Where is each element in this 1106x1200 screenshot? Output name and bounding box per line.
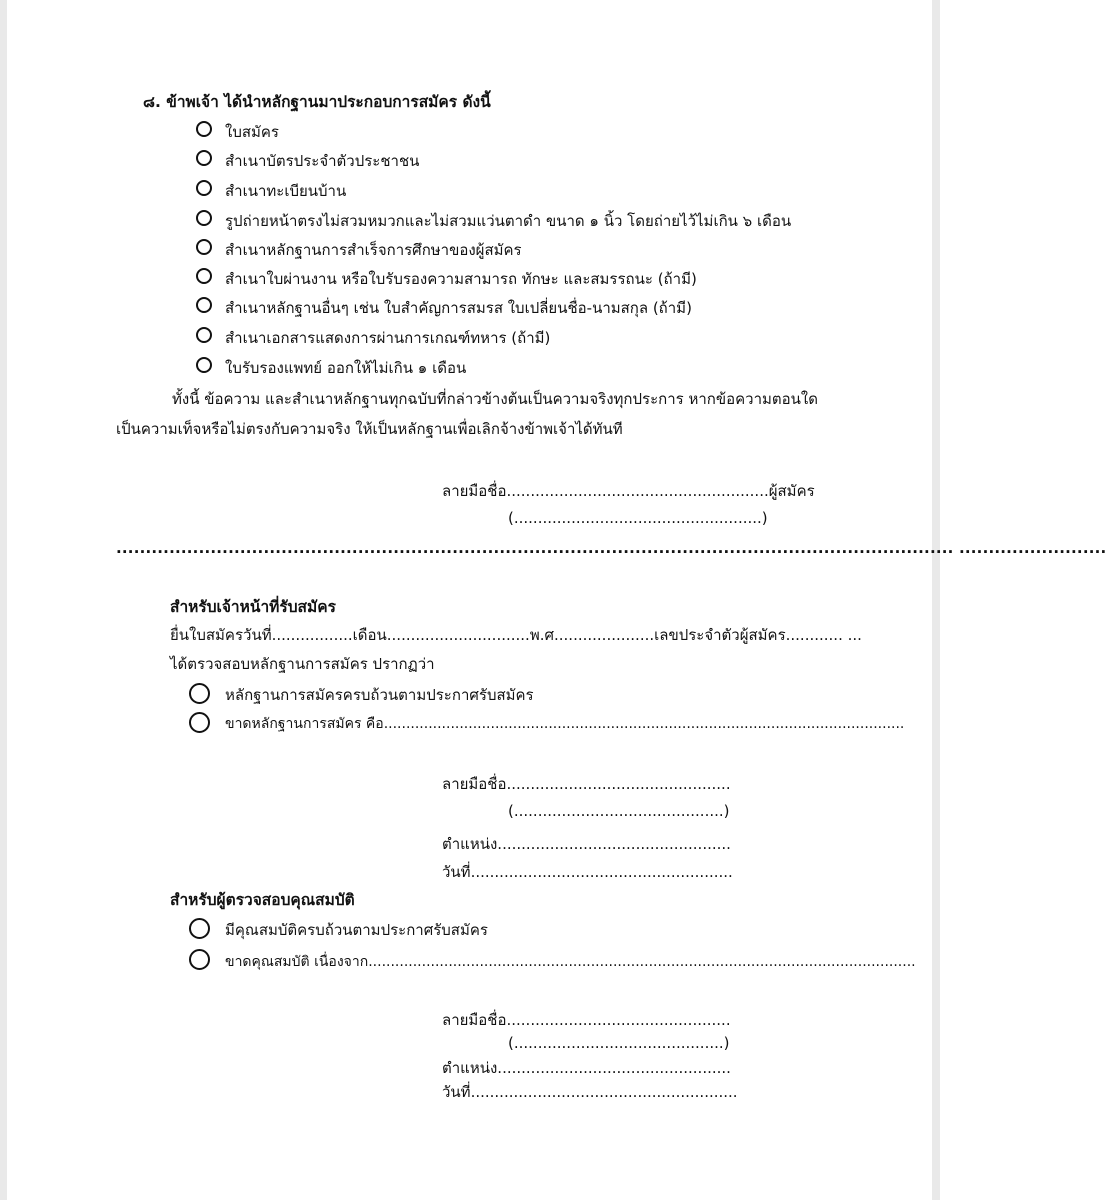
checkbox-circle[interactable] — [196, 239, 212, 255]
checkbox-circle[interactable] — [196, 150, 212, 166]
checkbox-circle[interactable] — [196, 297, 212, 313]
checkbox-circle[interactable] — [196, 121, 212, 137]
applicant-name-line[interactable]: (....................................................) — [508, 509, 768, 527]
officer-position-line[interactable]: ตำแหน่ง................................................. — [442, 835, 731, 853]
qualification-heading: สำหรับผู้ตรวจสอบคุณสมบัติ — [170, 891, 355, 909]
section8-heading: ๘. ข้าพเจ้า ได้นำหลักฐานมาประกอบการสมัคร ดังนี้ — [143, 93, 491, 111]
qualification-option-qualified: มีคุณสมบัติครบถ้วนตามประกาศรับสมัคร — [225, 921, 488, 939]
officer-name-line[interactable]: (............................................) — [508, 802, 730, 820]
page-edge-left — [0, 0, 7, 1200]
doc-item-photo: รูปถ่ายหน้าตรงไม่สวมหมวกและไม่สวมแว่นตาดำ ขนาด ๑ นิ้ว โดยถ่ายไว้ไม่เกิน ๖ เดือน — [225, 212, 792, 230]
officer-option-complete: หลักฐานการสมัครครบถ้วนตามประกาศรับสมัคร — [225, 686, 534, 704]
checkbox-circle[interactable] — [196, 268, 212, 284]
doc-item-application: ใบสมัคร — [225, 123, 279, 141]
officer-date-line[interactable]: ยื่นใบสมัครวันที่.................เดือน..............................พ.ศ.....................เลขประจำตัวผู้สมัคร............ ... — [170, 626, 862, 644]
checkbox-circle[interactable] — [189, 918, 210, 939]
officer-date-sign-line[interactable]: วันที่....................................................... — [442, 863, 733, 881]
officer-checked-line: ได้ตรวจสอบหลักฐานการสมัคร ปรากฏว่า — [170, 655, 435, 673]
checkbox-circle[interactable] — [196, 210, 212, 226]
doc-item-house-registration: สำเนาทะเบียนบ้าน — [225, 182, 347, 200]
page-edge-right — [932, 0, 940, 1200]
checkbox-circle[interactable] — [196, 180, 212, 196]
doc-item-id-card: สำเนาบัตรประจำตัวประชาชน — [225, 152, 420, 170]
checkbox-circle[interactable] — [196, 357, 212, 373]
doc-item-education: สำเนาหลักฐานการสำเร็จการศึกษาของผู้สมัคร — [225, 241, 522, 259]
qualification-position-line[interactable]: ตำแหน่ง................................................. — [442, 1059, 731, 1077]
qualification-signature-line[interactable]: ลายมือชื่อ............................................... — [442, 1011, 731, 1029]
qualification-name-line[interactable]: (............................................) — [508, 1034, 730, 1052]
doc-item-medical: ใบรับรองแพทย์ ออกให้ไม่เกิน ๑ เดือน — [225, 359, 467, 377]
qualification-date-sign-line[interactable]: วันที่........................................................ — [442, 1083, 738, 1101]
doc-item-military: สำเนาเอกสารแสดงการผ่านการเกณฑ์ทหาร (ถ้ามี) — [225, 329, 551, 347]
doc-item-other-evidence: สำเนาหลักฐานอื่นๆ เช่น ใบสำคัญการสมรส ใบเปลี่ยนชื่อ-นามสกุล (ถ้ามี) — [225, 299, 692, 317]
certify-text-line1: ทั้งนี้ ข้อความ และสำเนาหลักฐานทุกฉบับที่กล่าวข้างต้นเป็นความจริงทุกประการ หากข้อความตอนใด — [172, 390, 818, 408]
officer-signature-line[interactable]: ลายมือชื่อ............................................... — [442, 775, 731, 793]
applicant-signature-line[interactable]: ลายมือชื่อ.......................................................ผู้สมัคร — [442, 482, 815, 500]
officer-heading: สำหรับเจ้าหน้าที่รับสมัคร — [170, 598, 336, 616]
qualification-option-unqualified[interactable]: ขาดคุณสมบัติ เนื่องจาก........................................................................................................................... — [225, 954, 916, 970]
certify-text-line2: เป็นความเท็จหรือไม่ตรงกับความจริง ให้เป็นหลักฐานเพื่อเลิกจ้างข้าพเจ้าได้ทันที — [116, 420, 623, 438]
checkbox-circle[interactable] — [189, 949, 210, 970]
checkbox-circle[interactable] — [189, 712, 210, 733]
cut-divider: .............................................................................................................................................. ......................... — [116, 539, 1106, 557]
doc-item-work-certificate: สำเนาใบผ่านงาน หรือใบรับรองความสามารถ ทักษะ และสมรรถนะ (ถ้ามี) — [225, 270, 697, 288]
checkbox-circle[interactable] — [196, 327, 212, 343]
officer-option-missing[interactable]: ขาดหลักฐานการสมัคร คือ..................................................................................................................... — [225, 716, 905, 732]
checkbox-circle[interactable] — [189, 683, 210, 704]
